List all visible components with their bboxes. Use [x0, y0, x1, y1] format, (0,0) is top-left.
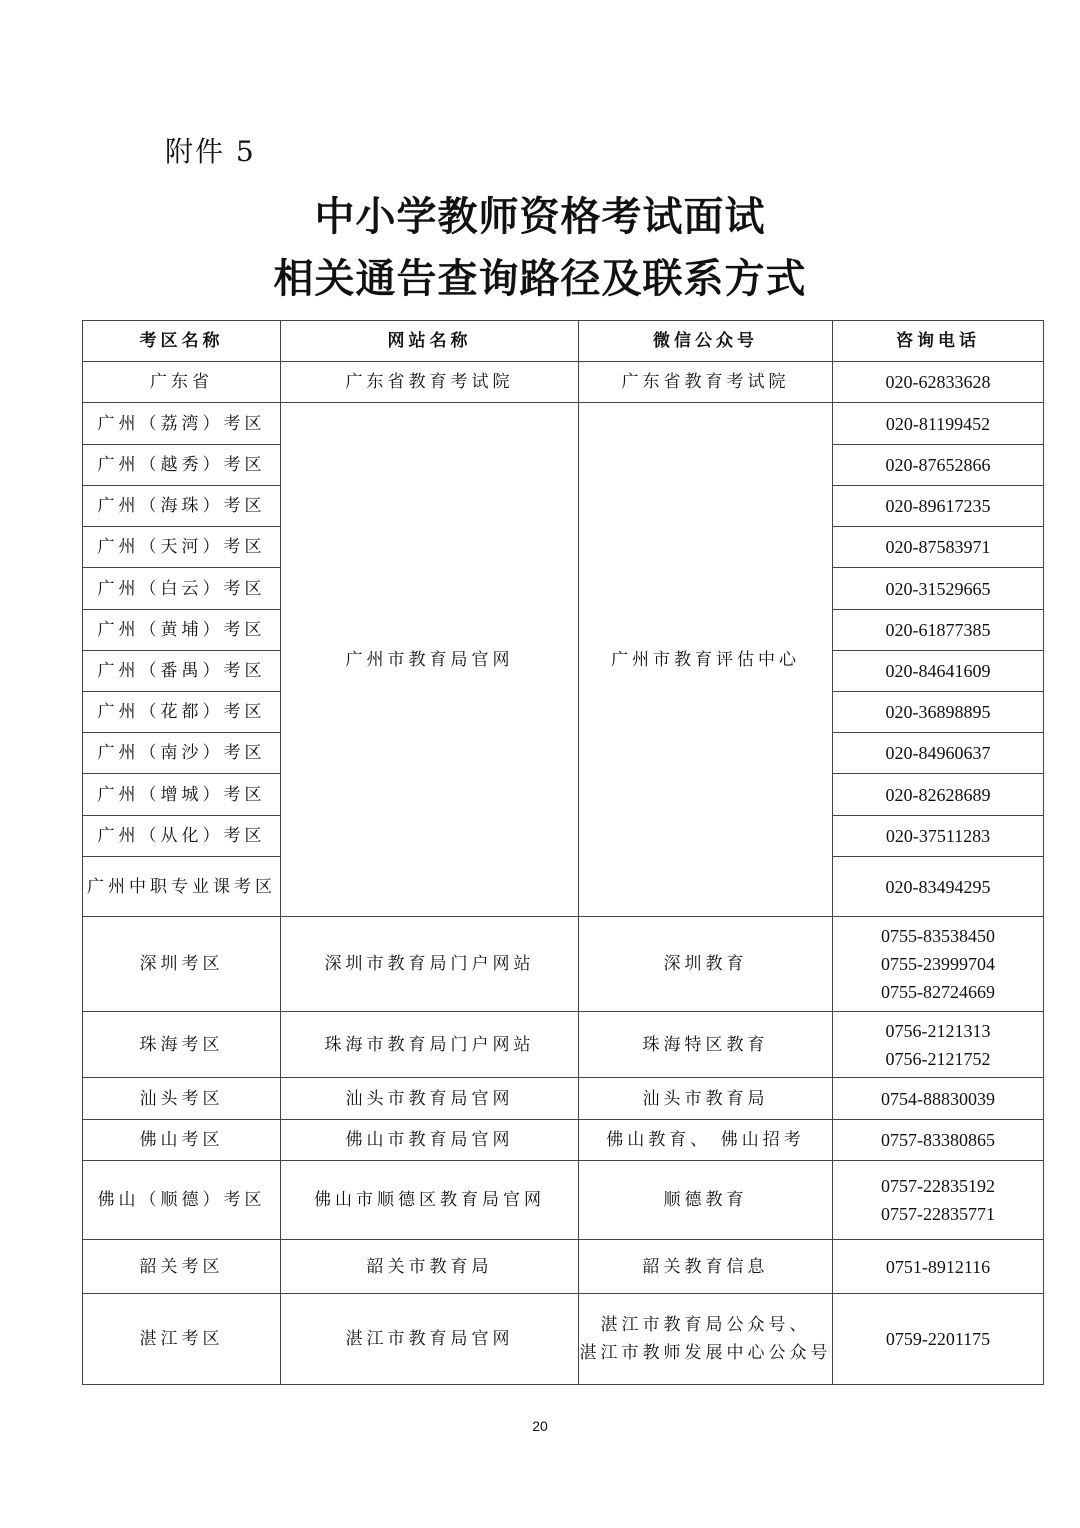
- phone-cell: [833, 1012, 1044, 1078]
- district-cell: 广州（增城）考区: [83, 774, 281, 816]
- phone-cell: [833, 651, 1044, 692]
- wechat-cell: 广州市教育评估中心: [579, 403, 833, 917]
- district-cell: 韶关考区: [83, 1240, 281, 1294]
- wechat-cell: 韶关教育信息: [579, 1240, 833, 1294]
- district-cell: 广州（黄埔）考区: [83, 610, 281, 651]
- wechat-cell: 珠海特区教育: [579, 1012, 833, 1078]
- header-wechat: 微信公众号: [579, 321, 833, 362]
- district-cell: 广州中职专业课考区: [83, 857, 281, 917]
- district-cell: 广州（番禺）考区: [83, 651, 281, 692]
- district-cell: 湛江考区: [83, 1294, 281, 1385]
- district-cell: 佛山考区: [83, 1120, 281, 1161]
- phone-number: 020-36898895: [885, 702, 991, 722]
- district-cell: 广东省: [83, 362, 281, 403]
- document-title: [0, 186, 1080, 310]
- phone-cell: [833, 568, 1044, 610]
- table-row: [83, 362, 1044, 403]
- contact-table: [82, 320, 1044, 1385]
- website-cell: 佛山市顺德区教育局官网: [281, 1161, 579, 1240]
- phone-cell: [833, 692, 1044, 733]
- website-cell: 深圳市教育局门户网站: [281, 917, 579, 1012]
- phone-cell: [833, 733, 1044, 774]
- table-row: [83, 917, 1044, 1012]
- phone-cell: [833, 610, 1044, 651]
- title-line-2: 相关通告查询路径及联系方式: [273, 255, 807, 302]
- table-row: [83, 1240, 1044, 1294]
- table-row: [83, 1161, 1044, 1240]
- phone-cell: [833, 1240, 1044, 1294]
- phone-number: 020-82628689: [885, 784, 991, 805]
- website-cell: 湛江市教育局官网: [281, 1294, 579, 1385]
- phone-number: 0755-83538450: [881, 926, 995, 946]
- phone-number: 020-81199452: [885, 413, 991, 434]
- district-cell: 广州（从化）考区: [83, 816, 281, 857]
- phone-cell: [833, 857, 1044, 917]
- phone-number: 020-61877385: [885, 620, 991, 640]
- phone-number: 0751-8912116: [885, 1256, 991, 1277]
- wechat-cell: 汕头市教育局: [579, 1078, 833, 1120]
- table-header-row: [83, 321, 1044, 362]
- wechat-cell: 佛山教育、 佛山招考: [579, 1120, 833, 1161]
- table-row: [83, 1078, 1044, 1120]
- phone-cell: [833, 362, 1044, 403]
- phone-number: 020-37511283: [885, 826, 991, 846]
- district-cell: 珠海考区: [83, 1012, 281, 1078]
- phone-number: 020-87652866: [885, 455, 991, 475]
- website-cell: 韶关市教育局: [281, 1240, 579, 1294]
- phone-cell: [833, 486, 1044, 527]
- district-cell: 佛山（顺德）考区: [83, 1161, 281, 1240]
- wechat-line: 湛江市教师发展中心公众号: [579, 1343, 832, 1363]
- district-cell: 广州（天河）考区: [83, 527, 281, 568]
- district-cell: 广州（白云）考区: [83, 568, 281, 610]
- table-row: [83, 1294, 1044, 1385]
- phone-number: 020-84960637: [885, 743, 991, 763]
- wechat-cell: 广东省教育考试院: [579, 362, 833, 403]
- phone-number: 0759-2201175: [885, 1329, 991, 1349]
- phone-number: 020-87583971: [885, 537, 991, 557]
- phone-cell: [833, 403, 1044, 445]
- website-cell: 汕头市教育局官网: [281, 1078, 579, 1120]
- phone-cell: [833, 917, 1044, 1012]
- phone-number: 0755-23999704: [881, 954, 995, 974]
- website-cell: 珠海市教育局门户网站: [281, 1012, 579, 1078]
- phone-number: 020-83494295: [885, 876, 991, 897]
- phone-cell: [833, 816, 1044, 857]
- table-row: [83, 1120, 1044, 1161]
- district-cell: 广州（南沙）考区: [83, 733, 281, 774]
- district-cell: 广州（花都）考区: [83, 692, 281, 733]
- phone-cell: [833, 1294, 1044, 1385]
- phone-number: 0756-2121313: [885, 1020, 991, 1041]
- phone-number: 0757-83380865: [881, 1130, 995, 1150]
- wechat-line: 湛江市教育局公众号、: [600, 1315, 811, 1335]
- phone-number: 0756-2121752: [885, 1048, 991, 1069]
- phone-number: 020-62833628: [885, 372, 991, 392]
- phone-cell: [833, 1078, 1044, 1120]
- phone-number: 0754-88830039: [881, 1088, 995, 1109]
- phone-number: 020-84641609: [885, 661, 991, 681]
- phone-cell: [833, 445, 1044, 486]
- table-row: [83, 403, 1044, 445]
- attachment-label: 附件 5: [165, 135, 256, 168]
- header-district: 考区名称: [83, 321, 281, 362]
- title-line-1: 中小学教师资格考试面试: [314, 193, 766, 240]
- website-cell: 佛山市教育局官网: [281, 1120, 579, 1161]
- phone-number: 0757-22835192: [881, 1176, 995, 1196]
- header-website: 网站名称: [281, 321, 579, 362]
- wechat-cell: 顺德教育: [579, 1161, 833, 1240]
- district-cell: 深圳考区: [83, 917, 281, 1012]
- district-cell: 汕头考区: [83, 1078, 281, 1120]
- phone-number: 020-31529665: [885, 578, 991, 599]
- website-cell: 广州市教育局官网: [281, 403, 579, 917]
- phone-cell: [833, 1161, 1044, 1240]
- district-cell: 广州（越秀）考区: [83, 445, 281, 486]
- website-cell: 广东省教育考试院: [281, 362, 579, 403]
- district-cell: 广州（荔湾）考区: [83, 403, 281, 445]
- phone-number: 020-89617235: [885, 496, 991, 516]
- district-cell: 广州（海珠）考区: [83, 486, 281, 527]
- page-number: 20: [532, 1418, 548, 1434]
- phone-cell: [833, 527, 1044, 568]
- wechat-cell: 深圳教育: [579, 917, 833, 1012]
- phone-cell: [833, 774, 1044, 816]
- table-row: [83, 1012, 1044, 1078]
- phone-cell: [833, 1120, 1044, 1161]
- header-phone: 咨询电话: [833, 321, 1044, 362]
- phone-number: 0755-82724669: [881, 982, 995, 1002]
- phone-number: 0757-22835771: [881, 1204, 995, 1224]
- wechat-cell: [579, 1294, 833, 1385]
